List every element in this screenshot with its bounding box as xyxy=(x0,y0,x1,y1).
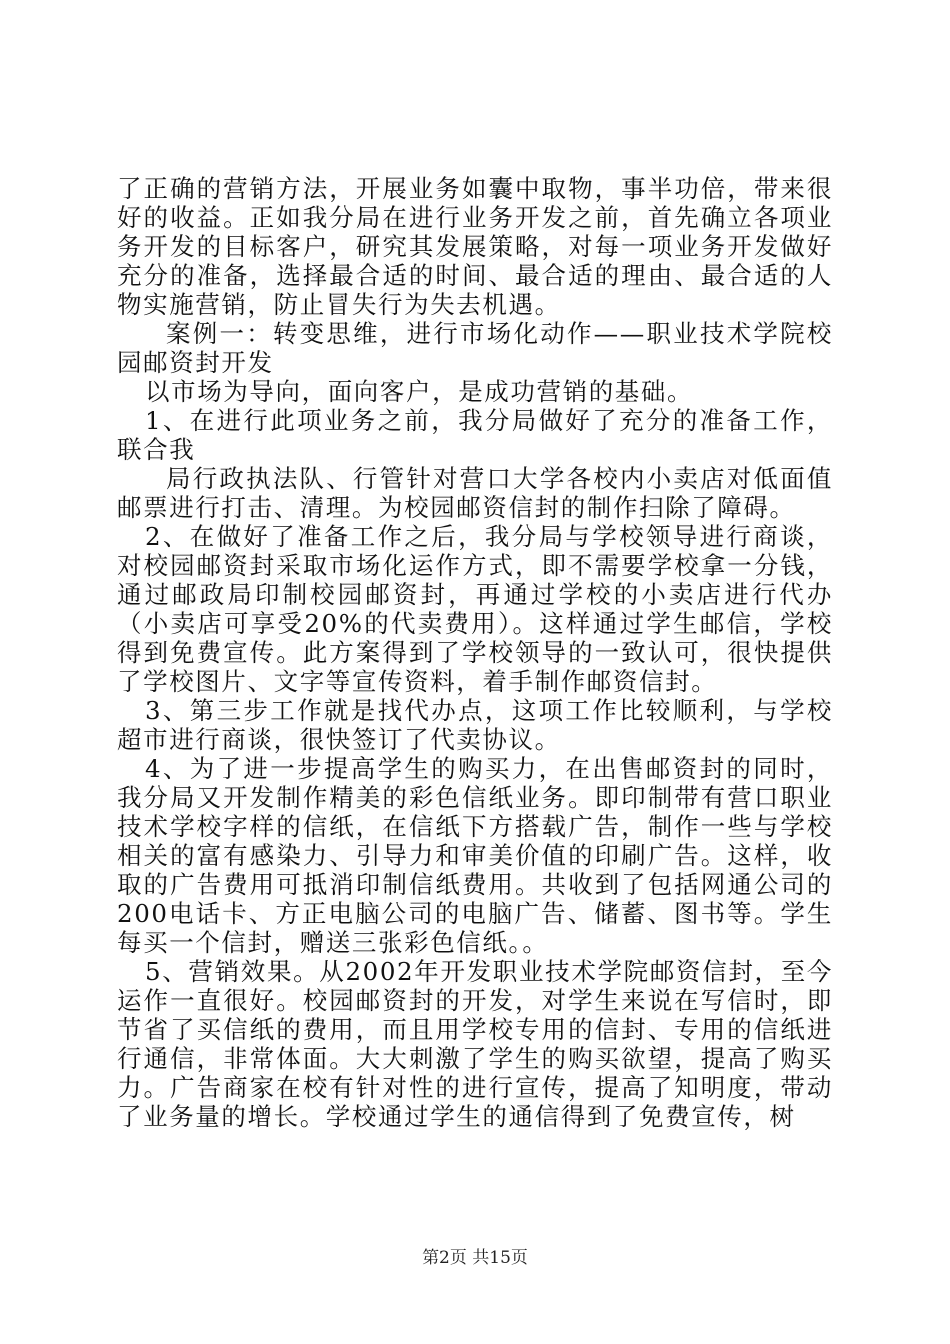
paragraph-step-5: 5、营销效果。从2002年开发职业技术学院邮资信封，至今运作一直很好。校园邮资封的开发，对学生来说在写信时，即节省了买信纸的费用，而且用学校专用的信封、专用的信纸进行通信，非常体面。大大刺激了学生的购买欲望，提高了购买力。广告商家在校有针对性的进行宣传，提高了知明度，带动了业务量的增长。学校通过学生的通信得到了免费宣传，树 xyxy=(117,957,833,1131)
paragraph-step-3: 3、第三步工作就是找代办点，这项工作比较顺利，与学校超市进行商谈，很快签订了代卖协议。 xyxy=(117,696,833,754)
page-number-footer: 第2页 共15页 xyxy=(422,1248,528,1268)
paragraph-step-1: 1、在进行此项业务之前，我分局做好了充分的准备工作，联合我 xyxy=(117,406,833,464)
paragraph-step-2: 2、在做好了准备工作之后，我分局与学校领导进行商谈，对校园邮资封采取市场化运作方式，即不需要学校拿一分钱，通过邮政局印制校园邮资封，再通过学校的小卖店进行代办（小卖店可享受20%的代卖费用）。这样通过学生邮信，学校得到免费宣传。此方案得到了学校领导的一致认可，很快提供了学校图片、文字等宣传资料，着手制作邮资信封。 xyxy=(117,522,833,696)
body-text xyxy=(117,174,833,1131)
paragraph-continuation: 了正确的营销方法，开展业务如囊中取物，事半功倍，带来很好的收益。正如我分局在进行业务开发之前，首先确立各项业务开发的目标客户，研究其发展策略，对每一项业务开发做好充分的准备，选择最合适的时间、最合适的理由、最合适的人物实施营销，防止冒失行为失去机遇。 xyxy=(117,174,833,319)
case-heading: 案例一：转变思维，进行市场化动作——职业技术学院校园邮资封开发 xyxy=(117,319,833,377)
paragraph-step-1-cont: 局行政执法队、行管针对营口大学各校内小卖店对低面值邮票进行打击、清理。为校园邮资信封的制作扫除了障碍。 xyxy=(117,464,833,522)
paragraph-intro: 以市场为导向，面向客户，是成功营销的基础。 xyxy=(145,377,694,406)
paragraph-step-4: 4、为了进一步提高学生的购买力，在出售邮资封的同时，我分局又开发制作精美的彩色信纸业务。即印制带有营口职业技术学校字样的信纸，在信纸下方搭载广告，制作一些与学校相关的富有感染力、引导力和审美价值的印刷广告。这样，收取的广告费用可抵消印制信纸费用。共收到了包括网通公司的200电话卡、方正电脑公司的电脑广告、储蓄、图书等。学生每买一个信封，赠送三张彩色信纸。。 xyxy=(117,754,833,957)
